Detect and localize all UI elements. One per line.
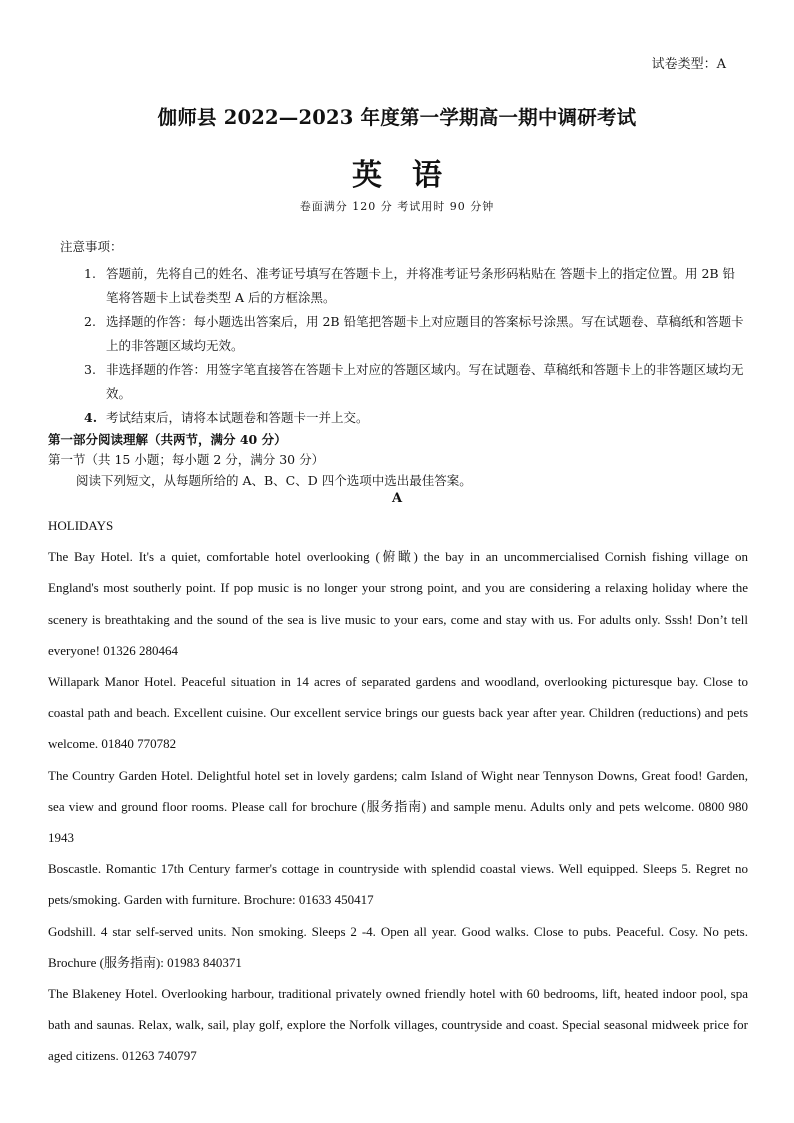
passage-paragraph: The Country Garden Hotel. Delightful hotel set in lovely gardens; calm Island of Wight near Tennyson Downs, Great food! Garden, sea view and ground floor rooms. Please call for brochure (服务指南) and sample menu. Adults only and pets welcome. 0800 980 1943 (48, 767, 748, 846)
passage (48, 510, 748, 1072)
section-instruction: 阅读下列短文，从每题所给的 A、B、C、D 四个选项中选出最佳答案。 (76, 473, 472, 488)
passage-paragraph: Boscastle. Romantic 17th Century farmer's cottage in countryside with splendid coastal views. Well equipped. Sleeps 5. Regret no pets/smoking. Garden with furniture. Brochure: 01633 450417 (48, 861, 748, 908)
passage-letter: A (391, 491, 403, 506)
exam-type-label: 试卷类型：A (651, 57, 726, 72)
note-item (84, 406, 744, 430)
note-number: 1. (84, 266, 96, 281)
passage-paragraph: The Blakeney Hotel. Overlooking harbour, traditional privately owned friendly hotel with 60 bedrooms, lift, heated indoor pool, spa bath and saunas. Relax, walk, sail, play golf, explore the Norfolk villages, countryside and coast. Special seasonal midweek price for aged citizens. 01263 740797 (48, 986, 748, 1064)
note-number: 4. (84, 410, 98, 425)
part-title: 第一部分阅读理解（共两节，满分 40 分） (48, 432, 287, 447)
note-text: 非选择题的作答：用签字笔直接答在答题卡上对应的答题区域内。写在试题卷、草稿纸和答题卡上的非答题区域均无效。 (106, 362, 744, 401)
note-text: 考试结束后，请将本试题卷和答题卡一并上交。 (106, 410, 369, 425)
notes-list (84, 262, 744, 430)
exam-title: 伽师县 2022—2023 年度第一学期高一期中调研考试 (157, 106, 637, 129)
note-item (84, 358, 744, 406)
passage-paragraph: The Bay Hotel. It's a quiet, comfortable hotel overlooking (俯瞰) the bay in an uncommercialised Cornish fishing village on England's most southerly point. If pop music is no longer your strong point, and you are considering a relaxing holiday where the scenery is breathtaking and the sound of the sea is live music to your ears, come and stay with us. For adults only. Sssh! Don’t tell everyone! 01326 280464 (48, 549, 748, 658)
score-time-line: 卷面满分 120 分 考试用时 90 分钟 (299, 200, 495, 213)
note-item (84, 310, 744, 358)
notes-title: 注意事项： (60, 239, 123, 254)
passage-paragraph: Willapark Manor Hotel. Peaceful situation in 14 acres of separated gardens and woodland, overlooking picturesque bay. Close to coastal path and beach. Excellent cuisine. Our excellent service brings our guests back year after year. Children (reductions) and pets welcome. 01840 770782 (48, 674, 748, 752)
passage-paragraph: Godshill. 4 star self-served units. Non smoking. Sleeps 2 -4. Open all year. Good walks. Close to pubs. Peaceful. Cosy. No pets. Brochure (服务指南): 01983 840371 (48, 923, 748, 970)
section-title: 第一节（共 15 小题；每小题 2 分，满分 30 分） (48, 452, 325, 467)
note-item (84, 262, 744, 310)
subject-title: 英语 (352, 158, 472, 193)
note-number: 3. (84, 362, 96, 377)
note-text: 答题前，先将自己的姓名、准考证号填写在答题卡上，并将准考证号条形码粘贴在 答题卡上的指定位置。用 2B 铅笔将答题卡上试卷类型 A 后的方框涂黑。 (106, 266, 736, 305)
passage-title: HOLIDAYS (48, 518, 114, 533)
note-number: 2. (84, 314, 96, 329)
note-text: 选择题的作答：每小题选出答案后，用 2B 铅笔把答题卡上对应题目的答案标号涂黑。写在试题卷、草稿纸和答题卡上的非答题区域均无效。 (106, 314, 744, 353)
